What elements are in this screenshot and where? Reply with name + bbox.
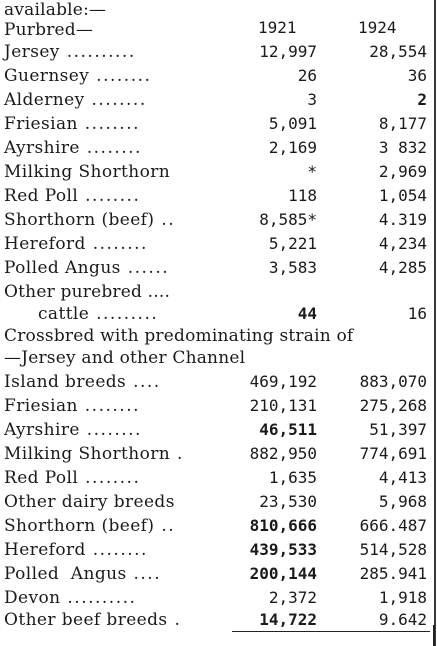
breed-label: Ayrshire ........ bbox=[4, 420, 142, 440]
value-1921: 12,997 bbox=[259, 42, 317, 61]
value-1921: 118 bbox=[288, 186, 317, 205]
value-1924: 9.642 bbox=[378, 610, 427, 629]
value-1921: 2,372 bbox=[268, 588, 317, 607]
table-row bbox=[4, 302, 431, 326]
value-1924: 5,968 bbox=[378, 492, 427, 511]
value-1921: 200,144 bbox=[249, 564, 317, 583]
value-1921: 44 bbox=[297, 304, 317, 323]
table-row bbox=[4, 136, 431, 160]
value-1921: 3 bbox=[307, 90, 317, 109]
crossbred-heading-line2: —Jersey and other Channel bbox=[4, 348, 246, 368]
column-edge-mark bbox=[433, 625, 435, 646]
table-row bbox=[4, 442, 431, 466]
breed-label: Devon .......... bbox=[4, 588, 137, 608]
value-1924: 3 832 bbox=[378, 138, 427, 157]
table-row bbox=[4, 64, 431, 88]
value-1921: 2,169 bbox=[268, 138, 317, 157]
table-row bbox=[4, 466, 431, 490]
value-1921: 469,192 bbox=[249, 372, 317, 391]
table-row bbox=[4, 184, 431, 208]
year-header-1924: 1924 bbox=[358, 18, 397, 37]
table-row bbox=[4, 232, 431, 256]
column-edge-line bbox=[434, 0, 436, 646]
table-row bbox=[4, 160, 431, 184]
value-1921: 5,091 bbox=[268, 114, 317, 133]
value-1921: 210,131 bbox=[249, 396, 317, 415]
value-1924: 4.319 bbox=[378, 210, 427, 229]
breed-label: Island breeds .... bbox=[4, 372, 161, 392]
table-row bbox=[4, 562, 431, 586]
breed-label: Polled Angus ...... bbox=[4, 258, 170, 278]
table-row bbox=[4, 88, 431, 112]
value-1921: 3,583 bbox=[268, 258, 317, 277]
value-1921: 46,511 bbox=[259, 420, 317, 439]
breed-label: Hereford ........ bbox=[4, 234, 148, 254]
value-1924: 2,969 bbox=[378, 162, 427, 181]
value-1924: 4,285 bbox=[378, 258, 427, 277]
value-1924: 4,413 bbox=[378, 468, 427, 487]
table-row bbox=[4, 418, 431, 442]
breed-label: Shorthorn (beef) .. bbox=[4, 516, 176, 536]
other-purebred-line: Other purebred .... bbox=[4, 282, 171, 302]
value-1924: 28,554 bbox=[369, 42, 427, 61]
breed-label: Friesian ........ bbox=[4, 114, 141, 134]
value-1924: 883,070 bbox=[359, 372, 427, 391]
table-row bbox=[4, 208, 431, 232]
table-row bbox=[4, 112, 431, 136]
value-1921: 1,635 bbox=[268, 468, 317, 487]
breed-label: Shorthorn (beef) .. bbox=[4, 210, 176, 230]
total-rule-line bbox=[232, 631, 430, 632]
value-1921: 23,530 bbox=[259, 492, 317, 511]
breed-label: Hereford ........ bbox=[4, 540, 148, 560]
value-1921: * bbox=[307, 162, 317, 181]
crossbred-heading-line1: Crossbred with predominating strain of bbox=[4, 326, 354, 346]
breed-label: Red Poll ........ bbox=[4, 468, 141, 488]
value-1924: 4,234 bbox=[378, 234, 427, 253]
table-row bbox=[4, 514, 431, 538]
breed-label: Alderney ........ bbox=[4, 90, 147, 110]
value-1924: 16 bbox=[407, 304, 427, 323]
value-1924: 51,397 bbox=[369, 420, 427, 439]
table-row bbox=[4, 256, 431, 280]
value-1924: 275,268 bbox=[359, 396, 427, 415]
breed-label: Polled Angus .... bbox=[4, 564, 162, 584]
value-1921: 8,585* bbox=[259, 210, 317, 229]
value-1924: 36 bbox=[407, 66, 427, 85]
intro-text: available:— bbox=[4, 0, 107, 20]
purebred-heading: Purbred— bbox=[4, 20, 94, 40]
breed-label: Milking Shorthorn . bbox=[4, 444, 184, 464]
breed-label: Milking Shorthorn bbox=[4, 162, 171, 182]
table-row bbox=[4, 608, 431, 632]
table-row bbox=[4, 490, 431, 514]
value-1924: 1,918 bbox=[378, 588, 427, 607]
breed-label: Friesian ........ bbox=[4, 396, 141, 416]
value-1924: 514,528 bbox=[359, 540, 427, 559]
value-1921: 882,950 bbox=[249, 444, 317, 463]
value-1924: 774,691 bbox=[359, 444, 427, 463]
value-1924: 285.941 bbox=[359, 564, 427, 583]
table-row bbox=[4, 370, 431, 394]
breed-label: Jersey .......... bbox=[4, 42, 136, 62]
breed-label: Ayrshire ........ bbox=[4, 138, 142, 158]
value-1921: 810,666 bbox=[249, 516, 317, 535]
breed-label: Red Poll ........ bbox=[4, 186, 141, 206]
value-1921: 26 bbox=[297, 66, 317, 85]
value-1924: 1,054 bbox=[378, 186, 427, 205]
value-1921: 439,533 bbox=[249, 540, 317, 559]
table-row bbox=[4, 586, 431, 610]
breed-label: Guernsey ........ bbox=[4, 66, 152, 86]
breed-label: cattle ......... bbox=[38, 304, 159, 324]
value-1924: 2 bbox=[417, 90, 427, 109]
table-row bbox=[4, 40, 431, 64]
value-1924: 666.487 bbox=[359, 516, 427, 535]
breed-label: Other dairy breeds bbox=[4, 492, 175, 512]
breed-label: Other beef breeds . bbox=[4, 610, 182, 630]
value-1924: 8,177 bbox=[378, 114, 427, 133]
table-row bbox=[4, 538, 431, 562]
table-row bbox=[4, 394, 431, 418]
value-1921: 5,221 bbox=[268, 234, 317, 253]
value-1921: 14,722 bbox=[259, 610, 317, 629]
year-header-1921: 1921 bbox=[258, 18, 297, 37]
